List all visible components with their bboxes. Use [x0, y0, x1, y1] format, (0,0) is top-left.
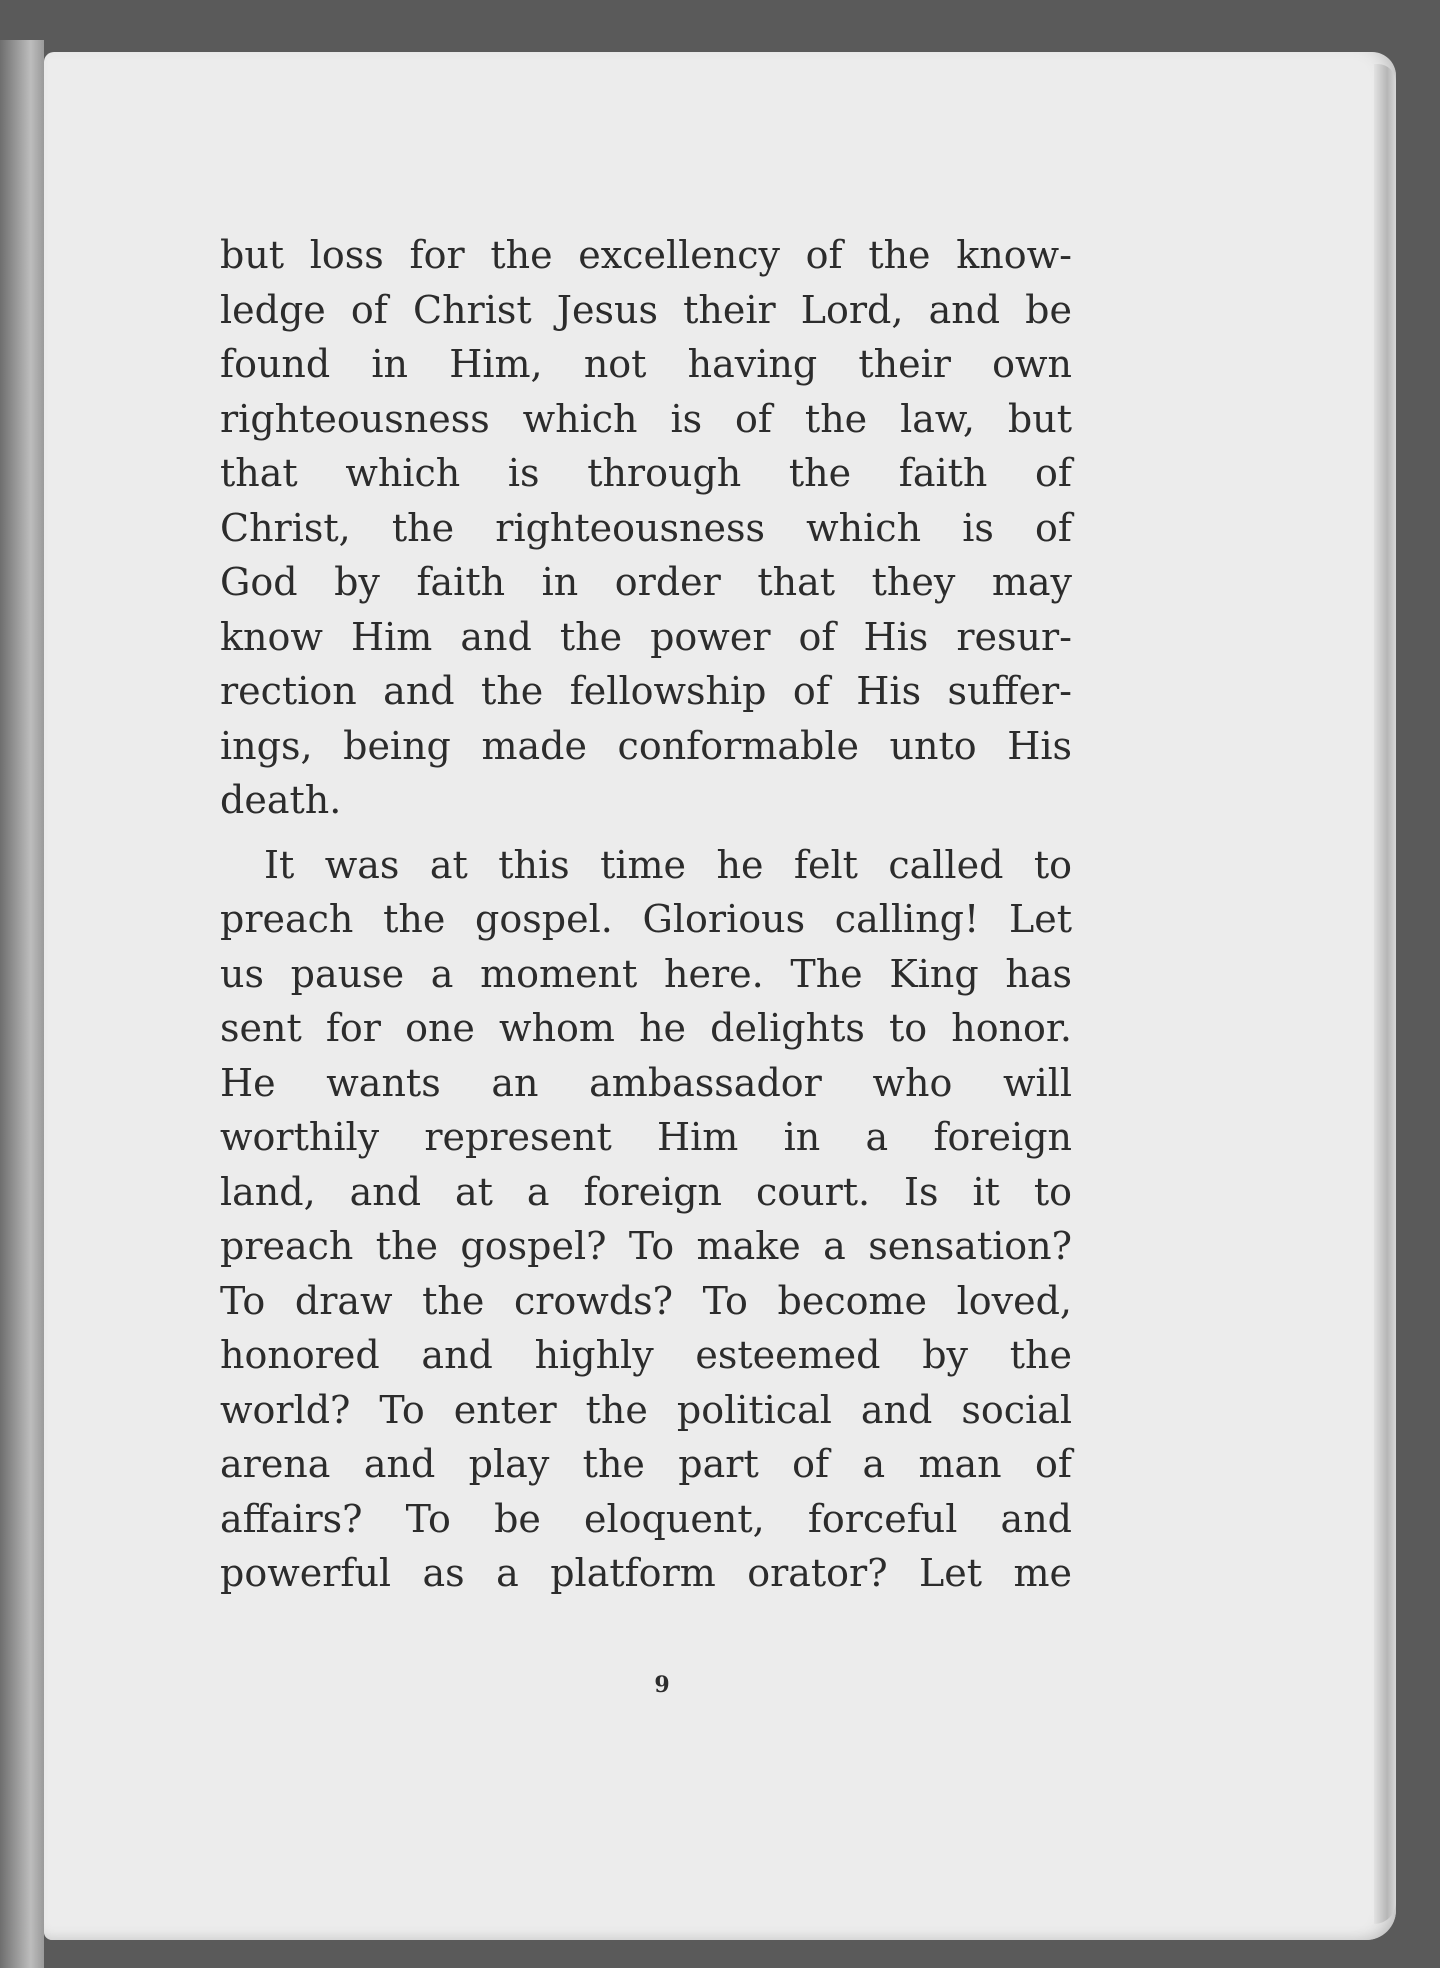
text-line: He wants an ambassador who will [220, 1060, 1072, 1105]
text-line: know Him and the power of His resur- [220, 614, 1072, 659]
previous-page-edge [0, 40, 44, 1968]
text-line: world? To enter the political and social [220, 1387, 1072, 1432]
paragraph-spacing [220, 828, 1072, 838]
paragraph-2 [220, 838, 1072, 1601]
text-line: sent for one whom he delights to honor. [220, 1006, 1072, 1050]
text-line: us pause a moment here. The King has [220, 951, 1072, 996]
text-line: It was at this time he felt called to [264, 842, 1072, 887]
text-line: preach the gospel? To make a sensation? [220, 1224, 1072, 1268]
text-line: that which is through the faith of [220, 451, 1072, 495]
text-line: ings, being made conformable unto His [220, 723, 1072, 768]
text-line: To draw the crowds? To become loved, [220, 1278, 1072, 1323]
text-line: honored and highly esteemed by the [220, 1333, 1072, 1377]
text-line: preach the gospel. Glorious calling! Let [220, 897, 1072, 941]
paragraph-1 [220, 228, 1072, 828]
page-number: 9 [654, 1672, 670, 1698]
body-text [220, 228, 1072, 1601]
text-line: righteousness which is of the law, but [220, 396, 1072, 441]
text-line: affairs? To be eloquent, forceful and [220, 1496, 1072, 1541]
text-line: arena and play the part of a man of [220, 1442, 1072, 1486]
text-line: worthily represent Him in a foreign [220, 1115, 1072, 1159]
text-line: death. [220, 778, 342, 822]
text-line: powerful as a platform orator? Let me [220, 1551, 1072, 1595]
text-line: ledge of Christ Jesus their Lord, and be [220, 287, 1072, 332]
text-line: Christ, the righteousness which is of [220, 505, 1072, 550]
text-line: but loss for the excellency of the know- [220, 233, 1072, 277]
page-edge [1374, 64, 1396, 1924]
text-line: God by faith in order that they may [220, 560, 1072, 604]
text-line: land, and at a foreign court. Is it to [220, 1169, 1072, 1214]
text-line: rection and the fellowship of His suffer- [220, 669, 1072, 713]
text-line: found in Him, not having their own [220, 342, 1072, 386]
